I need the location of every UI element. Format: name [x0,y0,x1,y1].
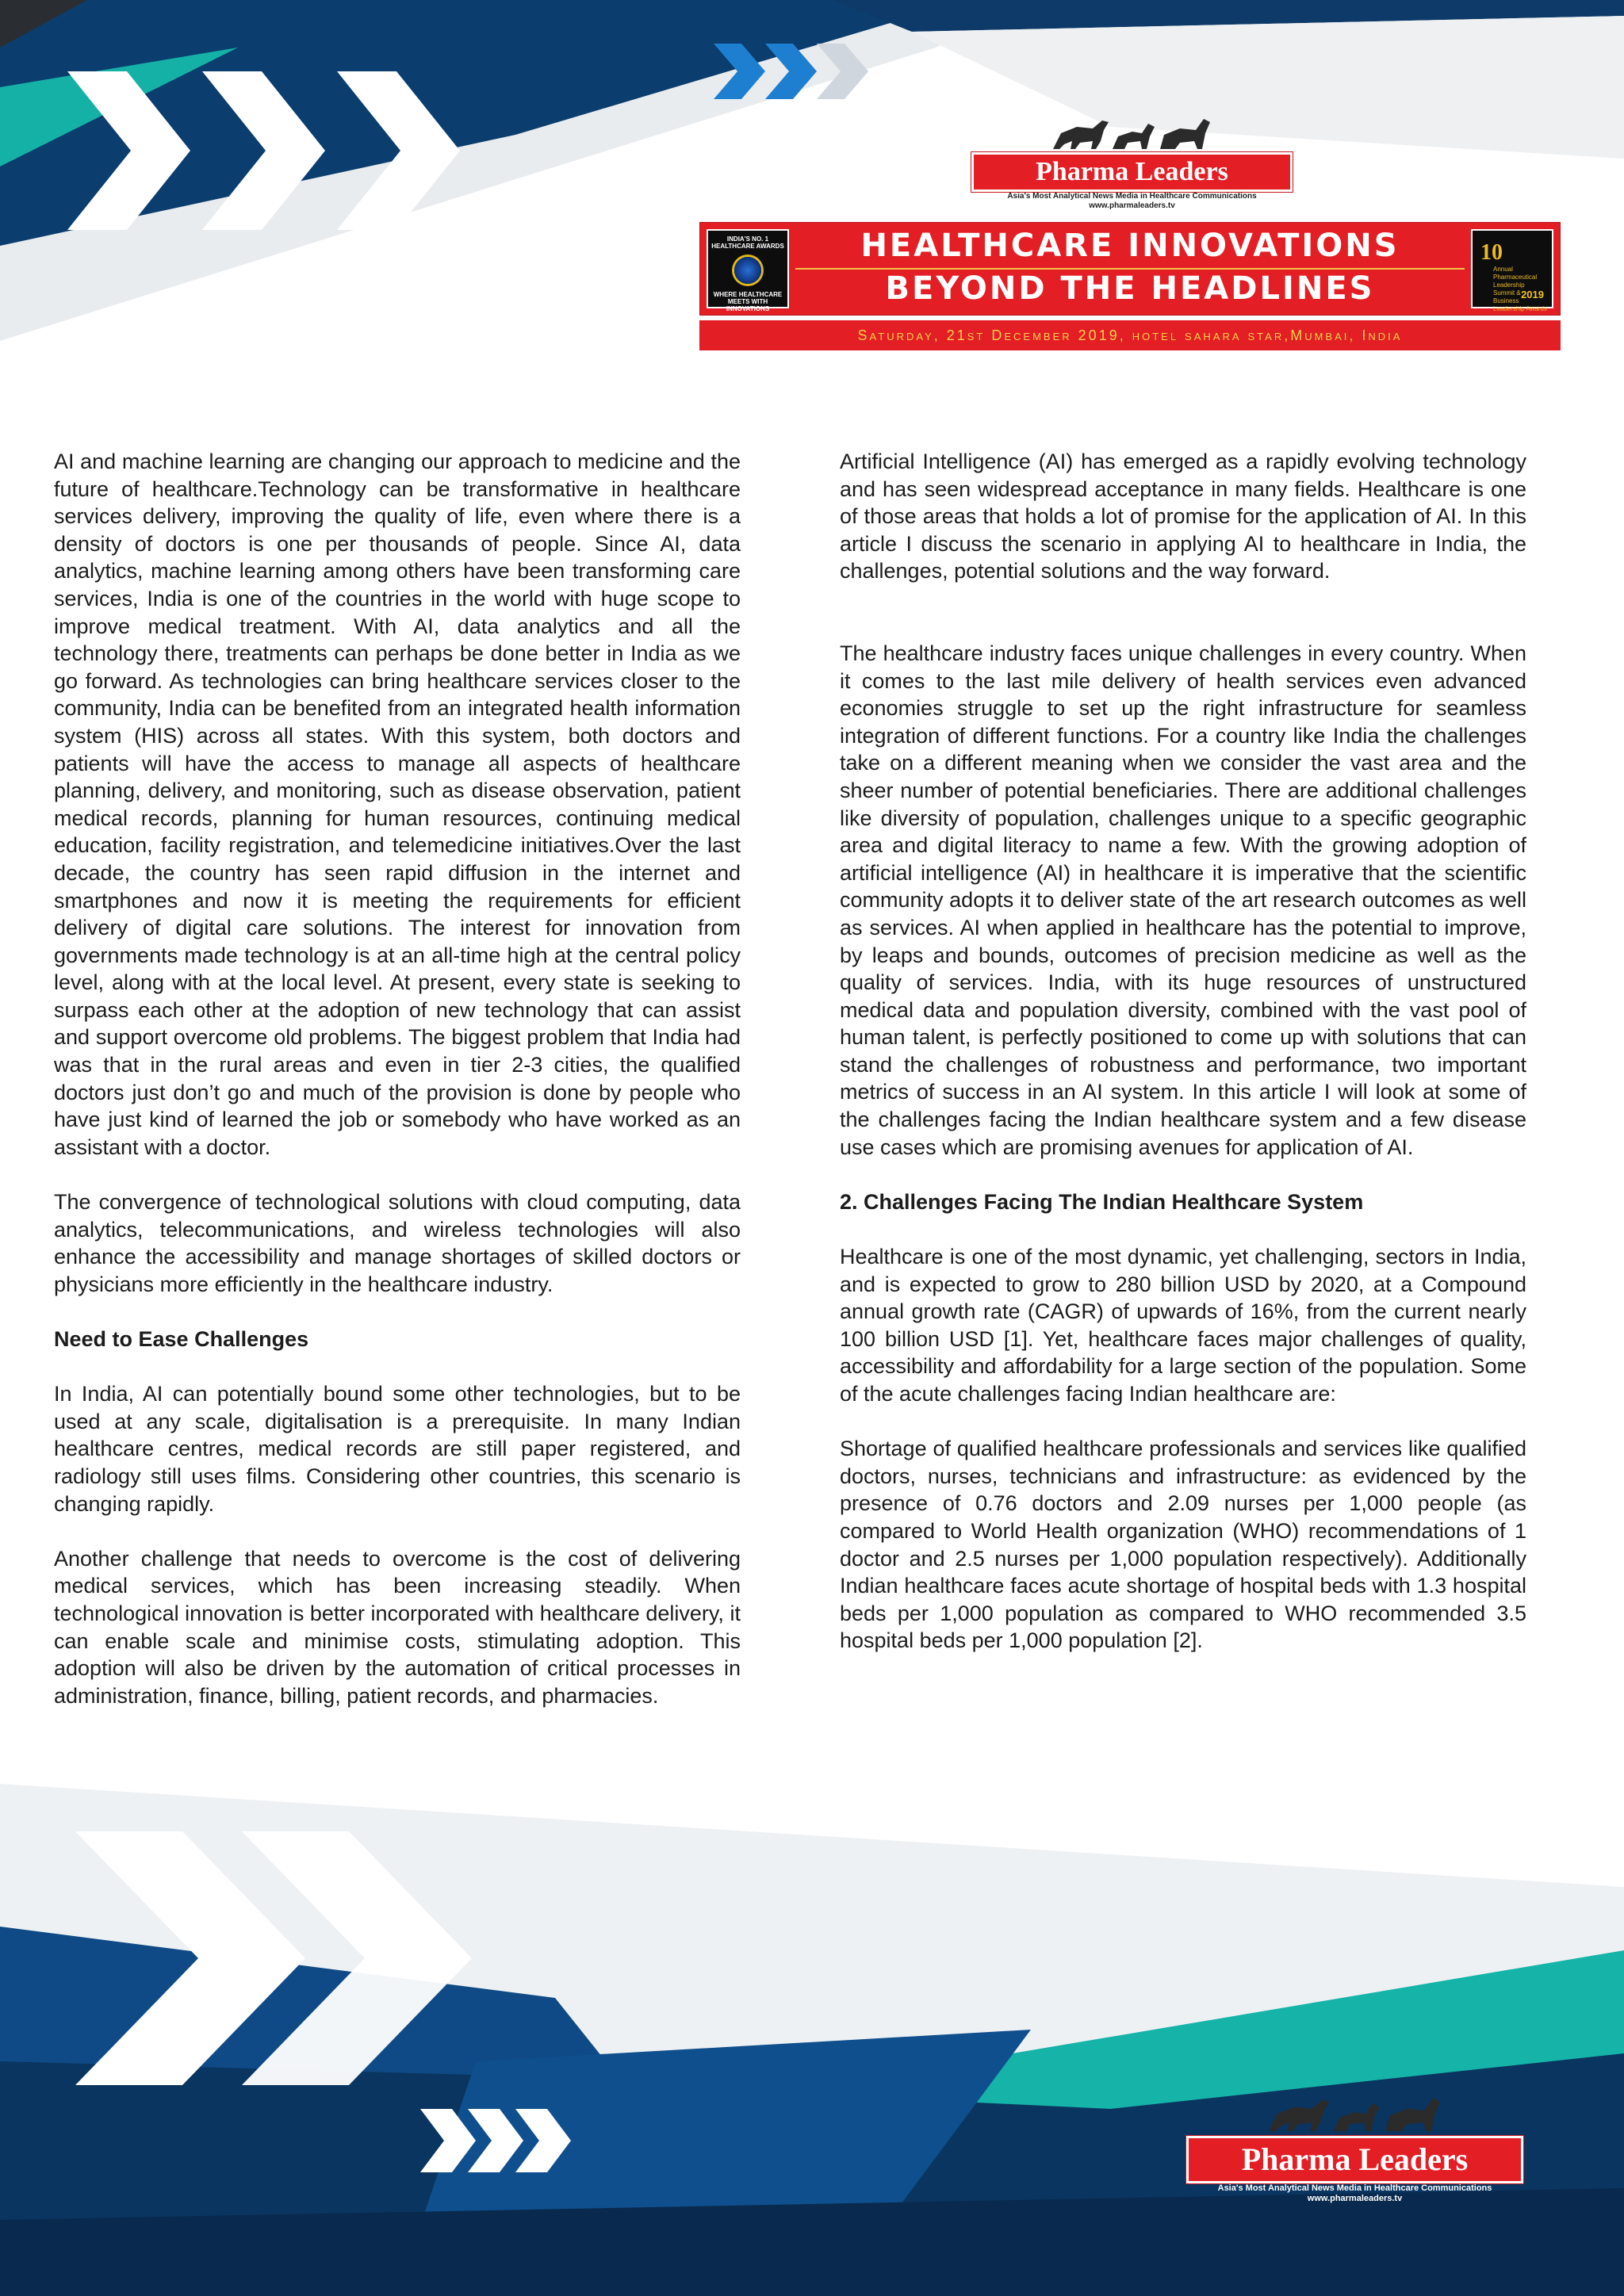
right-paragraph-challenges: The healthcare industry faces unique challenges in every country. When it comes to the last mile delivery of health services even advanced economies struggle to set up the right infrastructure for seamless integration of different functions. For a country like India the challenges take on a different meaning when we consider the vast area and the sheer number of potential beneficiaries. There are additional challenges like diversity of population, challenges unique to a specific geographic area and digital literacy to name a few. With the growing adoption of artificial intelligence (AI) in healthcare it is imperative that the scientific community adopts it to deliver state of the art research outcomes as well as services. AI when applied in healthcare has the potential to improve, by leaps and bounds, outcomes of precision medicine as well as the quality of services. India, with its huge resources of unstructured medical data and population diversity, combined with the vast pool of human talent, is perfectly positioned to come up with solutions that can stand the challenges of robustness and performance, two important metrics of success in an AI system. In this article I will look at some of the challenges facing the Indian healthcare system and a few disease use cases which are promising avenues for application of AI. [840,641,1526,1159]
left-paragraph-digitalisation: In India, AI can potentially bound some other technologies, but to be used at any scale, digitalisation is a prerequisite. In many Indian healthcare centres, medical records are still paper registered, and radiology still uses films. Considering other countries, this scenario is changing rapidly. [54,1382,741,1516]
article-right-column [840,448,1526,1682]
article-left-column [54,448,741,1737]
badge-left-title: INDIA'S NO. 1 HEALTHCARE AWARDS [711,235,784,250]
brand-tagline: Asia's Most Analytical News Media in Healthcare Communications [1007,192,1257,201]
right-paragraph-intro: Artificial Intelligence (AI) has emerged as a rapidly evolving technology and has seen widespread acceptance in many fields. Healthcare is one of those areas that holds a lot of promise for the application of AI. In this article I discuss the scenario in applying AI to healthcare in India, the challenges, potential solutions and the way forward. [840,450,1526,584]
brand-tagline: Asia's Most Analytical News Media in Healthcare Communications [1217,2183,1492,2193]
dinosaur-logo-icon [1045,109,1220,152]
right-paragraph-shortage: Shortage of qualified healthcare professionals and services like qualified doctors, nurses, technicians and infrastructure: as evidenced by the presence of 0.76 doctors and 2.09 nurses per 1,000 people (as compared to World Health organization (WHO) recommendations of 1 doctor and 2.5 nurses per 1,000 population respectively). Additionally Indian healthcare faces acute shortage of hospital beds with 1.3 hospital beds per 1,000 population as compared to WHO recommended 3.5 hospital beds per 1,000 population [2]. [840,1437,1526,1653]
left-paragraph-intro: AI and machine learning are changing our approach to medicine and the future of healthcare.Technology can be transformative in healthcare services delivery, improving the quality of life, even where there is a density of doctors is one per thousands of people. Since AI, data analytics, machine learning among others have been transforming care services, India is one of the countries in the world with huge scope to improve medical treatment. With AI, data analytics and all the technology there, treatments can perhaps be done better in India as we go forward. As technologies can bring healthcare services closer to the community, India can be benefited from an integrated health information system (HIS) across all states. With this system, both doctors and patients will have the access to manage all aspects of healthcare planning, delivery, and monitoring, such as disease observation, patient medical records, planning for human resources, continuing medical education, facility registration, and telemedicine initiatives.Over the last decade, the country has seen rapid diffusion in the internet and smartphones and now it is meeting the requirements for efficient delivery of digital care solutions. The interest for innovation from governments made technology is at an all-time high at the central policy level, along with at the local level. At present, every state is seeking to surpass each other at the adoption of new technology that can assist and support overcome old problems. The biggest problem that India had was that in the rural areas and even in tier 2-3 cities, the qualified doctors just don’t go and much of the provision is done by people who have just kind of learned the job or somebody who have worked as an assistant with a doctor. [54,450,741,1159]
banner-title-line2: BEYOND THE HEADLINES [885,270,1375,307]
brand-url: www.pharmaleaders.tv [1307,2194,1403,2203]
section-heading-challenges: 2. Challenges Facing The Indian Healthcare System [840,1189,1364,1214]
left-paragraph-convergence: The convergence of technological solutions with cloud computing, data analytics, telecommunications, and wireless technologies will also enhance the accessibility and manage shortages of skilled doctors or physicians more efficiently in the healthcare industry. [54,1190,741,1296]
event-banner [699,222,1561,350]
badge-right-number: 10 [1480,240,1503,265]
awards-badge-left [707,229,789,312]
section-heading-need-to-ease: Need to Ease Challenges [54,1327,309,1351]
left-paragraph-cost: Another challenge that needs to overcome is the cost of delivering medical services, which has been increasing steadily. When technological innovation is better incorporated with healthcare delivery, it can enable scale and minimise costs, stimulating adoption. This adoption will also be driven by the automation of critical processes in administration, finance, billing, patient records, and pharmacies. [54,1546,741,1708]
badge-left-subtitle: WHERE HEALTHCARE MEETS WITH INNOVATIONS [713,291,783,312]
awards-badge-right [1471,229,1553,312]
award-medal-icon [732,254,764,286]
event-date-venue: Saturday, 21st December 2019, hotel sahara star,Mumbai, India [699,320,1561,350]
badge-right-text: Annual Pharmaceutical Leadership Summit & Business Leadership Awards [1493,266,1547,312]
brand-name: Pharma Leaders [971,152,1293,192]
brand-name: Pharma Leaders [1186,2136,1523,2183]
dinosaur-logo-icon [1260,2087,1450,2136]
banner-divider [795,268,1465,270]
banner-title-panel [699,222,1561,316]
footer-logo [1186,2087,1523,2221]
badge-right-year: 2019 [1521,289,1544,300]
banner-title-line1: HEALTHCARE INNOVATIONS [860,228,1400,264]
brand-url: www.pharmaleaders.tv [1089,201,1175,210]
right-paragraph-market: Healthcare is one of the most dynamic, yet challenging, sectors in India, and is expected to grow to 280 billion USD by 2020, at a Compound annual growth rate (CAGR) of upwards of 16%, from the current nearly 100 billion USD [1]. Yet, healthcare faces major challenges of quality, accessibility and affordability for a large section of the population. Some of the acute challenges facing Indian healthcare are: [840,1245,1526,1406]
header-logo [971,109,1293,218]
